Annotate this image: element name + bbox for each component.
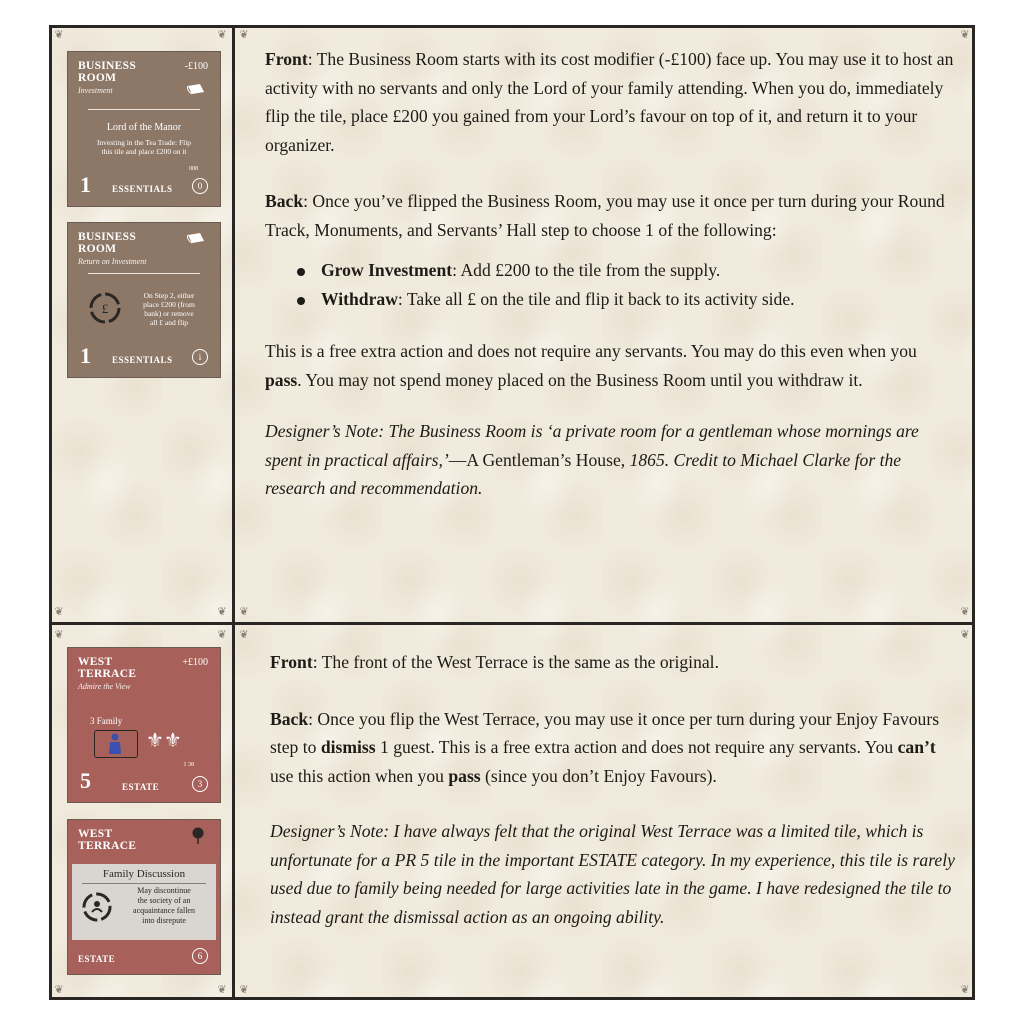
designer-note: Designer’s Note: I have always felt that the original West Terrace was a limited tile, which is unfortunate for a PR 5 tile in the important ESTATE category. In my experience, this tile is rarely used due to family being needed for large activities late in the game. I have redesigned the tile to instead grant the dismissal action as an ongoing ability.	[270, 821, 955, 927]
back-label: Back	[270, 708, 309, 729]
card-title: Lord of the Manor	[106, 122, 182, 133]
rose-icon	[190, 826, 206, 844]
column-divider	[232, 25, 235, 1000]
card-circle: 6	[192, 948, 208, 964]
servant-icon	[108, 733, 122, 755]
card-category: ESTATE	[78, 954, 116, 964]
front-paragraph: Front: The Business Room starts with its cost modifier (-£100) face up. You may use it to host an activity with no servants and only the Lord of your family attending. When you do, immediately flip the tile, place £200 you gained from your Lord’s favour on top of it, and return it to your organizer.	[265, 49, 954, 155]
row-divider	[49, 622, 975, 625]
ornament-corner-icon: ❦	[54, 29, 64, 41]
business-room-front-card	[67, 51, 221, 207]
back-paragraph: Back: Once you’ve flipped the Business Room, you may use it once per turn during your Round Track, Monuments, and Servants’ Hall step to choose 1 of the following:	[265, 191, 945, 240]
west-terrace-front-card	[67, 647, 221, 803]
ornament-corner-icon: ❦	[217, 29, 227, 41]
ability-panel	[72, 864, 216, 940]
card-text: On Step 2, either place £200 (from bank) or remove all £ and flip	[143, 291, 195, 327]
card-circle: i	[192, 349, 208, 365]
west-terrace-back-card	[67, 819, 221, 975]
ornament-corner-icon: ❦	[239, 629, 249, 641]
ornament-divider	[88, 273, 200, 274]
card-name: BUSINESS ROOM	[78, 60, 137, 84]
card-code: 1 38	[183, 762, 194, 768]
front-label: Front	[270, 652, 313, 672]
ornament-corner-icon: ❦	[960, 629, 970, 641]
business-room-back-card	[67, 222, 221, 378]
scroll-icon	[186, 231, 206, 245]
card-circle: 3	[192, 776, 208, 792]
card-name: WEST TERRACE	[78, 656, 137, 680]
ornament-corner-icon: ❦	[217, 984, 227, 996]
ornament-corner-icon: ❦	[239, 984, 249, 996]
card-category: ESTATE	[122, 782, 160, 792]
front-label: Front	[265, 49, 308, 69]
list-item: Grow Investment: Add £200 to the tile from the supply.	[297, 256, 955, 285]
list-item: Withdraw: Take all £ on the tile and flip it back to its activity side.	[297, 285, 955, 314]
business-room-rules	[265, 45, 955, 503]
card-text: Investing in the Tea Trade: Flip this tile and place £200 on it	[96, 138, 192, 156]
card-subtitle: Return on Investment	[78, 257, 147, 266]
card-title: Family Discussion	[102, 868, 186, 880]
panel-divider	[82, 883, 206, 884]
card-category: ESSENTIALS	[112, 355, 173, 365]
west-terrace-rules	[270, 648, 958, 931]
card-number: 5	[80, 768, 91, 793]
ornament-corner-icon: ❦	[54, 629, 64, 641]
svg-text:£: £	[101, 301, 109, 316]
family-cycle-icon	[80, 890, 114, 924]
ornament-corner-icon: ❦	[54, 984, 64, 996]
ornament-corner-icon: ❦	[54, 606, 64, 618]
back-label: Back	[265, 191, 304, 211]
ornament-corner-icon: ❦	[960, 984, 970, 996]
card-subtitle: Investment	[78, 86, 113, 95]
designer-note: Designer’s Note: The Business Room is ‘a private room for a gentleman whose mornings are spent in practical affairs,’—A Gentleman’s House, 1865. Credit to Michael Clarke for the research and recommendation.	[265, 421, 919, 498]
free-action-paragraph: This is a free extra action and does not require any servants. You may do this even when you pass. You may not spend money placed on the Business Room until you withdraw it.	[265, 341, 917, 390]
options-list	[297, 256, 955, 313]
fleur-de-lis-icon: ⚜⚜	[146, 730, 182, 752]
card-number: 1	[80, 172, 91, 197]
card-circle: 0	[192, 178, 208, 194]
card-cost: -£100	[184, 61, 208, 72]
card-number: 1	[80, 343, 91, 368]
card-text: May discontinue the society of an acquaintance fallen into disrepute	[133, 886, 195, 925]
ornament-corner-icon: ❦	[960, 606, 970, 618]
card-category: ESSENTIALS	[112, 184, 173, 194]
card-subtitle: Admire the View	[78, 682, 131, 691]
ornament-corner-icon: ❦	[239, 29, 249, 41]
ornament-corner-icon: ❦	[960, 29, 970, 41]
card-code: 008	[189, 166, 198, 172]
scroll-icon	[186, 82, 206, 96]
card-title: 3 Family	[90, 716, 123, 726]
back-paragraph: Back: Once you flip the West Terrace, you may use it once per turn during your Enjoy Favours step to dismiss 1 guest. This is a free extra action and does not require any servants. You can’t use this action when you pass (since you don’t Enjoy Favours).	[270, 708, 940, 786]
card-name: WEST TERRACE	[78, 828, 137, 852]
ornament-divider	[88, 109, 200, 110]
card-name: BUSINESS ROOM	[78, 231, 137, 255]
servant-slot	[94, 730, 138, 758]
ornament-corner-icon: ❦	[239, 606, 249, 618]
ornament-corner-icon: ❦	[217, 606, 227, 618]
card-cost: +£100	[182, 657, 208, 668]
ornament-corner-icon: ❦	[217, 629, 227, 641]
pound-cycle-icon	[88, 291, 122, 325]
front-paragraph: Front: The front of the West Terrace is the same as the original.	[270, 652, 719, 672]
